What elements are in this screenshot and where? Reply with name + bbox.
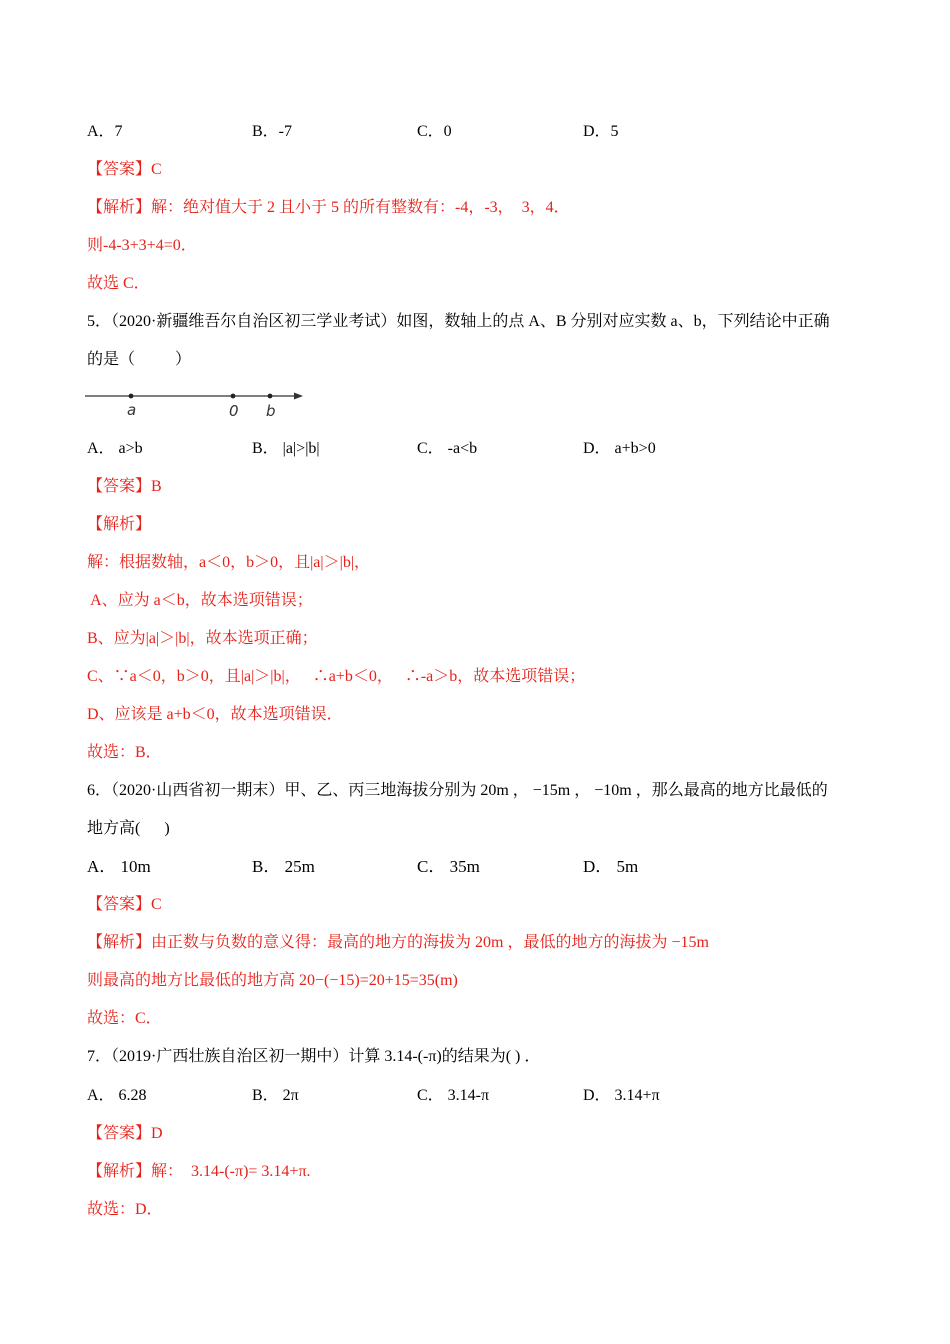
q6-answer: 【答案】C (87, 896, 162, 913)
q6-analysis-text: 由正数与负数的意义得：最高的地方的海拔为 20m ，最低的地方的海拔为 −15m (151, 934, 709, 951)
q6-option-a: A． 10m (87, 857, 151, 876)
q7-answer: 【答案】D (87, 1125, 163, 1142)
q5-option-b: B． |a|>|b| (252, 440, 320, 457)
label-zero: 0 (229, 402, 239, 420)
q4-analysis-text: 解：绝对值大于 2 且小于 5 的所有整数有：-4，-3， 3，4． (151, 199, 570, 216)
q5-analysis-label: 【解析】 (87, 516, 152, 533)
q5-option-a: A． a>b (87, 440, 143, 457)
q5-conclusion: 故选：B． (87, 744, 162, 761)
q4-conclusion: 故选 C． (87, 275, 150, 292)
q7-conclusion: 故选：D． (87, 1201, 163, 1218)
q6-conclusion: 故选：C． (87, 1010, 162, 1027)
q5-analysis-line-3: B、应为|a|＞|b|，故本选项正确； (87, 630, 318, 647)
q5-option-c: C． -a<b (417, 440, 478, 457)
number-line-arrow-icon (294, 393, 303, 400)
q5-option-d: D． a+b>0 (583, 440, 656, 457)
q6-stem-line-2: 地方高( ) (87, 820, 170, 837)
q4-option-b: B．-7 (252, 123, 293, 140)
q4-option-c: C．0 (417, 123, 452, 140)
q6-stem-line-1: 6．（2020·山西省初一期末）甲、乙、丙三地海拔分别为 20m ， −15m ， −10m ，那么最高的地方比最低的 (87, 782, 828, 799)
q7-option-b: B． 2π (252, 1087, 299, 1104)
q5-analysis-line-1: 解：根据数轴，a＜0，b＞0，且|a|＞|b|， (87, 554, 371, 571)
number-line-svg (85, 384, 309, 424)
q4-answer: 【答案】C (87, 161, 162, 178)
q6-option-c: C． 35m (417, 857, 480, 876)
q6-option-d: D． 5m (583, 857, 639, 876)
q5-answer: 【答案】B (87, 478, 162, 495)
q5-analysis-line-5: D、应该是 a+b＜0，故本选项错误． (87, 706, 343, 723)
q7-options (87, 1085, 847, 1107)
q6-analysis-label: 【解析】 (87, 934, 152, 951)
q7-stem: 7．（2019·广西壮族自治区初一期中）计算 3.14-(-π)的结果为( ) ． (87, 1048, 541, 1065)
q5-number-line-figure (85, 384, 309, 429)
point-b (268, 394, 273, 399)
q5-stem-line-1: 5．（2020·新疆维吾尔自治区初三学业考试）如图，数轴上的点 A、B 分别对应实数 a、b，下列结论中正确 (87, 313, 830, 330)
q4-option-a: A．7 (87, 123, 123, 140)
q5-options (87, 438, 847, 460)
q7-analysis-label: 【解析】 (87, 1163, 152, 1180)
q4-option-d: D．5 (583, 123, 619, 140)
q7-option-d: D． 3.14+π (583, 1087, 660, 1104)
q4-options (87, 121, 847, 143)
q7-analysis-text: 解： 3.14-(-π)= 3.14+π. (151, 1163, 311, 1180)
q4-analysis (87, 197, 570, 219)
q5-analysis-line-2: A、应为 a＜b，故本选项错误； (87, 592, 313, 609)
q4-analysis-label: 【解析】 (87, 199, 152, 216)
q7-option-a: A． 6.28 (87, 1087, 147, 1104)
label-b: b (266, 402, 276, 420)
point-a (129, 394, 134, 399)
q5-stem-line-2: 的是（ ） (87, 351, 192, 368)
q6-options (87, 856, 847, 878)
q6-analysis-line-2: 则最高的地方比最低的地方高 20−(−15)=20+15=35(m) (87, 972, 458, 989)
q6-option-b: B． 25m (252, 857, 315, 876)
q7-analysis (87, 1161, 311, 1183)
q5-analysis-line-4: C、∵a＜0，b＞0，且|a|＞|b|， ∴a+b＜0， ∴-a＞b，故本选项错误； (87, 668, 586, 685)
q7-option-c: C． 3.14-π (417, 1087, 490, 1104)
label-a: a (127, 401, 137, 419)
q4-analysis-line-2: 则-4-3+3+4=0． (87, 237, 197, 254)
point-origin (231, 394, 236, 399)
q6-analysis (87, 932, 709, 954)
